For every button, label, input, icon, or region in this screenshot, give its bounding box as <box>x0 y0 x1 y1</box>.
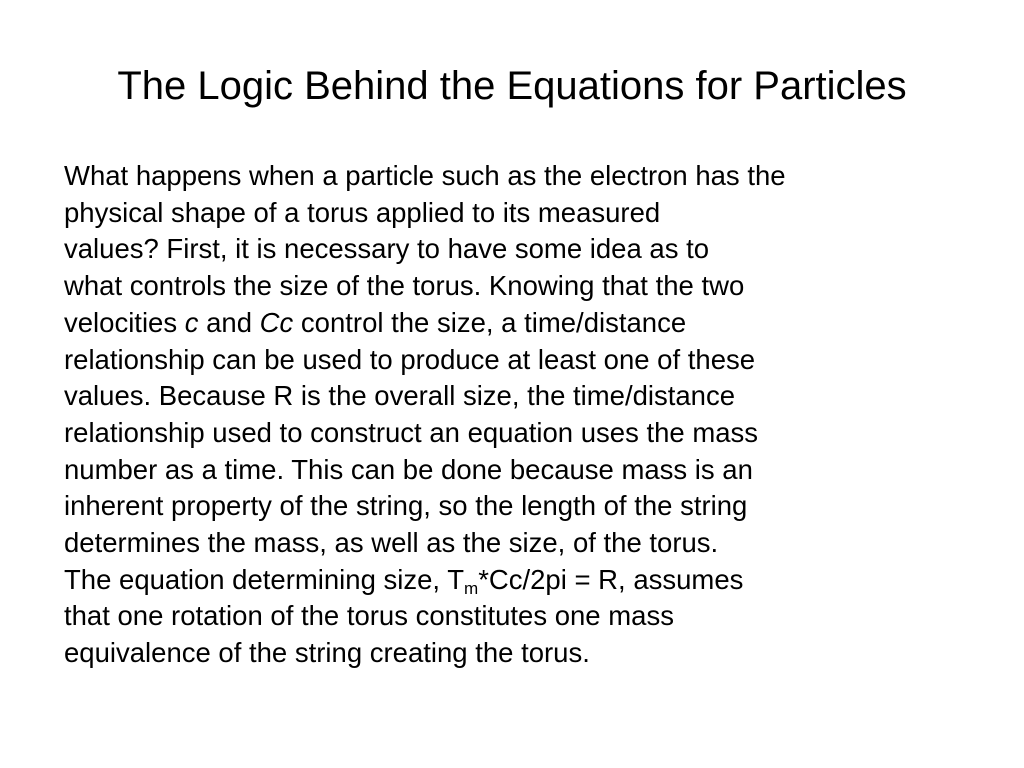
velocity-c-symbol: c <box>184 306 199 338</box>
mass-subscript: m <box>464 578 479 598</box>
body-line: inherent property of the string, so the length of the string <box>64 490 748 522</box>
body-line: relationship used to construct an equation uses the mass <box>64 416 759 448</box>
body-line: relationship can be used to produce at least one of these <box>64 343 756 375</box>
body-line: What happens when a particle such as the electron has the <box>64 160 786 191</box>
body-line <box>64 562 1021 599</box>
body-text-fragment: The equation determining size, T <box>64 563 464 595</box>
body-line: that one rotation of the torus constitutes one mass <box>64 600 674 632</box>
body-line: equivalence of the string creating the torus. <box>64 637 590 669</box>
body-line: number as a time. This can be done because mass is an <box>64 453 753 485</box>
body-line: determines the mass, as well as the size, of the torus. <box>64 527 719 559</box>
slide-title: The Logic Behind the Equations for Particles <box>117 64 907 108</box>
body-line: values. Because R is the overall size, the time/distance <box>64 380 736 412</box>
body-line: values? First, it is necessary to have some idea as to <box>64 233 710 265</box>
body-line: what controls the size of the torus. Knowing that the two <box>64 270 745 302</box>
body-text-fragment: velocities <box>64 306 185 338</box>
body-text-fragment: and <box>198 306 260 338</box>
velocity-cc-symbol: Cc <box>259 306 294 338</box>
body-line <box>64 305 1021 342</box>
body-text-fragment: control the size, a time/distance <box>293 306 687 338</box>
body-line: physical shape of a torus applied to its measured <box>64 196 661 228</box>
body-text-fragment: *Cc/2pi = R, assumes <box>478 563 744 595</box>
slide-body-paragraph <box>64 158 1021 672</box>
